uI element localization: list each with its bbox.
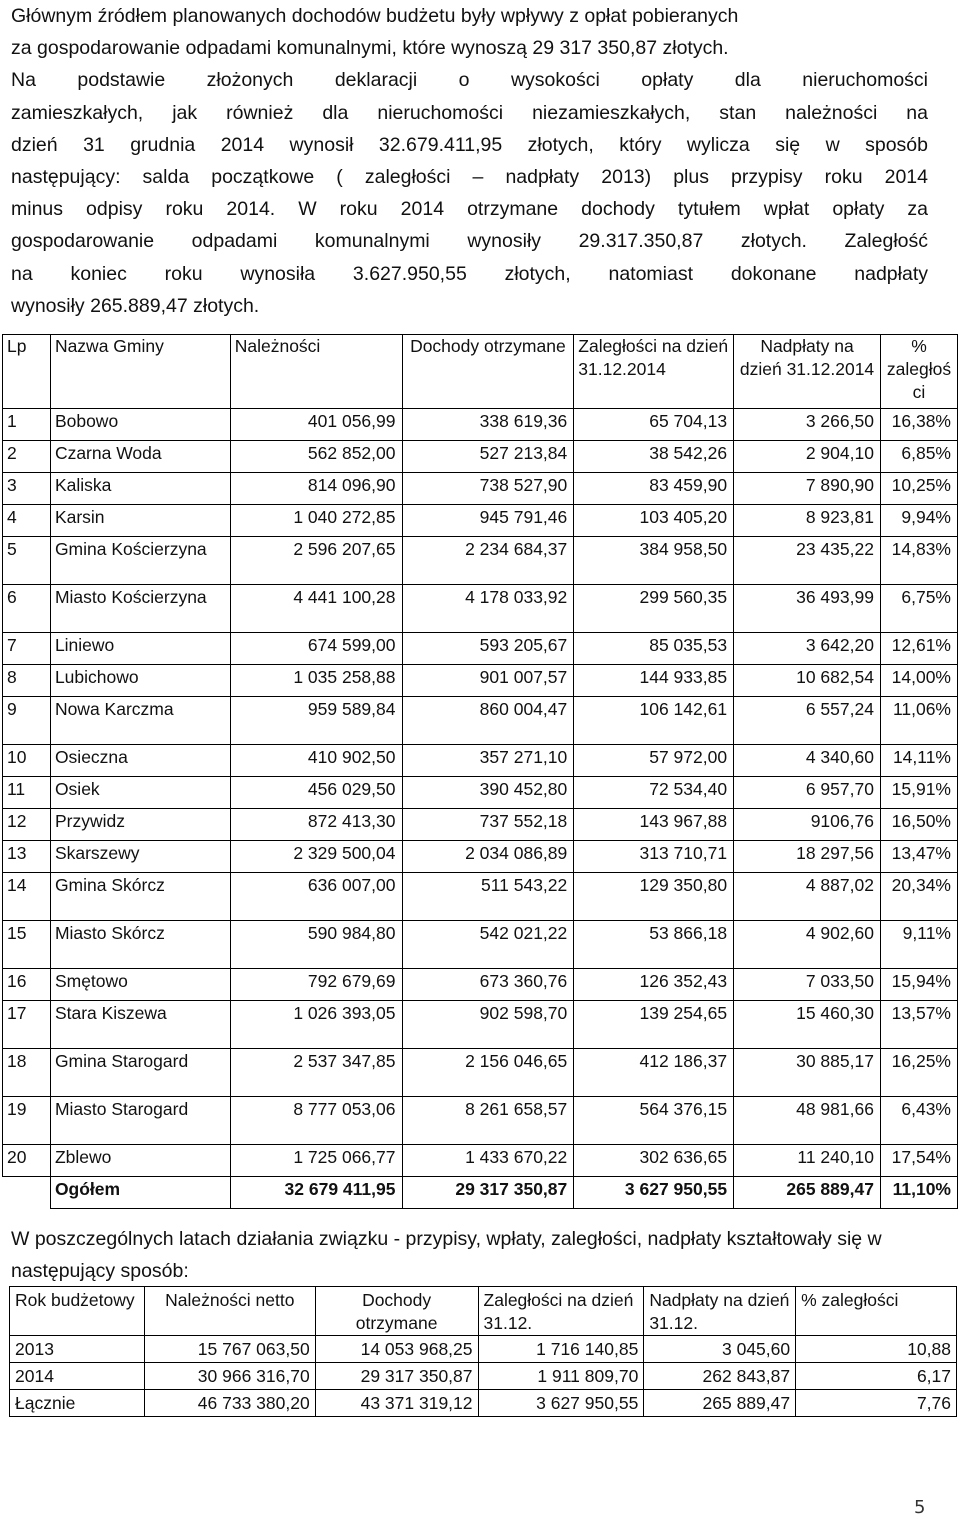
table-cell: 456 029,50 [230, 777, 402, 809]
table-cell: 6,75% [880, 585, 957, 633]
table-cell: 792 679,69 [230, 969, 402, 1001]
table-cell: 19 [3, 1097, 51, 1145]
table-cell: 738 527,90 [402, 473, 574, 505]
table-cell: 2013 [10, 1336, 145, 1363]
paragraph-line: wynosiły 265.889,47 złotych. [11, 294, 260, 317]
table-row [3, 921, 958, 969]
header-arrears-percent: % zaległości [796, 1287, 957, 1336]
table-cell: Gmina Starogard [50, 1049, 230, 1097]
table-cell: 8 [3, 665, 51, 697]
total-cell: 3 627 950,55 [574, 1177, 734, 1209]
table-cell: 46 733 380,20 [144, 1390, 315, 1417]
table-cell: Liniewo [50, 633, 230, 665]
table-cell: 737 552,18 [402, 809, 574, 841]
yearly-summary-table [9, 1286, 957, 1417]
table-cell: 6 [3, 585, 51, 633]
table-cell: Nowa Karczma [50, 697, 230, 745]
table-row [3, 1049, 958, 1097]
table-cell: 12 [3, 809, 51, 841]
table-cell: Miasto Skórcz [50, 921, 230, 969]
table-row [10, 1336, 957, 1363]
table-cell: 562 852,00 [230, 441, 402, 473]
table-row [10, 1363, 957, 1390]
table-cell: 5 [3, 537, 51, 585]
table-row [3, 1097, 958, 1145]
header-arrears: Zaległości na dzień 31.12. [478, 1287, 644, 1336]
table-cell: Osiek [50, 777, 230, 809]
table-cell: 129 350,80 [574, 873, 734, 921]
table-cell: 12,61% [880, 633, 957, 665]
table-cell: Lubichowo [50, 665, 230, 697]
table-cell: 6,85% [880, 441, 957, 473]
table-cell: 2 234 684,37 [402, 537, 574, 585]
table-cell: Kaliska [50, 473, 230, 505]
table-cell: 48 981,66 [734, 1097, 881, 1145]
table-cell: 1 725 066,77 [230, 1145, 402, 1177]
table-cell: 20 [3, 1145, 51, 1177]
table-cell: 15 767 063,50 [144, 1336, 315, 1363]
total-row [3, 1177, 958, 1209]
paragraph-line: Głównym źródłem planowanych dochodów budżetu były wpływy z opłat pobieranych [11, 5, 739, 27]
total-cell: 11,10% [880, 1177, 957, 1209]
total-cell: 265 889,47 [734, 1177, 881, 1209]
total-cell: Ogółem [50, 1177, 230, 1209]
table-cell: 2 596 207,65 [230, 537, 402, 585]
paragraph-line: za gospodarowanie odpadami komunalnymi, które wynoszą 29 317 350,87 złotych. [11, 37, 729, 60]
table-cell: 2 034 086,89 [402, 841, 574, 873]
table-cell: 3 045,60 [644, 1336, 796, 1363]
municipality-table-body [3, 409, 958, 1209]
header-overpayments: Nadpłaty na dzień 31.12.2014 [734, 335, 881, 409]
table-row [3, 473, 958, 505]
table-cell: 11 [3, 777, 51, 809]
table-cell: 265 889,47 [644, 1390, 796, 1417]
table-cell: 511 543,22 [402, 873, 574, 921]
table-cell: Bobowo [50, 409, 230, 441]
table-cell: Smętowo [50, 969, 230, 1001]
paragraph-line: na koniec roku wynosiła 3.627.950,55 złotych, natomiast dokonane nadpłaty [11, 262, 928, 285]
second-paragraph: W poszczególnych latach działania związku - przypisy, wpłaty, zaległości, nadpłaty kształtowały się w następujący sposób: [11, 1228, 882, 1282]
table-row [3, 409, 958, 441]
table-cell: 15 [3, 921, 51, 969]
table-cell: 11,06% [880, 697, 957, 745]
table-cell: 527 213,84 [402, 441, 574, 473]
header-overpayments: Nadpłaty na dzień 31.12. [644, 1287, 796, 1336]
table-cell: 38 542,26 [574, 441, 734, 473]
table-cell: 17,54% [880, 1145, 957, 1177]
table-cell: 2 329 500,04 [230, 841, 402, 873]
table-cell: 15,94% [880, 969, 957, 1001]
paragraph-line: Na podstawie złożonych deklaracji o wysokości opłaty dla nieruchomości [11, 69, 928, 92]
table-cell: 20,34% [880, 873, 957, 921]
header-name: Nazwa Gminy [50, 335, 230, 409]
table-cell: 9 [3, 697, 51, 745]
table-cell: 23 435,22 [734, 537, 881, 585]
table-cell: 814 096,90 [230, 473, 402, 505]
table-row [3, 1001, 958, 1049]
table-cell: 126 352,43 [574, 969, 734, 1001]
header-income: Dochody otrzymane [402, 335, 574, 409]
table-cell: 9106,76 [734, 809, 881, 841]
yearly-summary-body [10, 1336, 957, 1417]
table-cell: 2 904,10 [734, 441, 881, 473]
table-cell: 30 966 316,70 [144, 1363, 315, 1390]
table-cell: 16 [3, 969, 51, 1001]
table-cell: 1 035 258,88 [230, 665, 402, 697]
table-cell: 3 627 950,55 [478, 1390, 644, 1417]
header-receivables: Należności [230, 335, 402, 409]
table-cell: 959 589,84 [230, 697, 402, 745]
table-cell: 16,38% [880, 409, 957, 441]
table-cell: 14,83% [880, 537, 957, 585]
table-cell: 3 266,50 [734, 409, 881, 441]
table-cell: 1 911 809,70 [478, 1363, 644, 1390]
table-row [3, 585, 958, 633]
table-cell: Zblewo [50, 1145, 230, 1177]
table-cell: 4 [3, 505, 51, 537]
table-cell: 65 704,13 [574, 409, 734, 441]
table-cell: 7 033,50 [734, 969, 881, 1001]
header-arrears-percent: % zaległoś ci [880, 335, 957, 409]
intro-paragraph [11, 0, 928, 322]
header-income: Dochody otrzymane [315, 1287, 478, 1336]
table-cell: 72 534,40 [574, 777, 734, 809]
table-cell: 14,11% [880, 745, 957, 777]
paragraph-line: dzień 31 grudnia 2014 wynosił 32.679.411,95 złotych, który wylicza się w sposób [11, 133, 928, 156]
table-cell: 29 317 350,87 [315, 1363, 478, 1390]
table-row [3, 745, 958, 777]
table-row [3, 537, 958, 585]
table-cell: 593 205,67 [402, 633, 574, 665]
table-cell: 7 [3, 633, 51, 665]
table-cell: 6 957,70 [734, 777, 881, 809]
table-cell: 10,88 [796, 1336, 957, 1363]
table-cell: Karsin [50, 505, 230, 537]
empty-cell [3, 1177, 51, 1209]
table-cell: 945 791,46 [402, 505, 574, 537]
table-cell: 4 902,60 [734, 921, 881, 969]
table-cell: 13 [3, 841, 51, 873]
table-cell: 3 642,20 [734, 633, 881, 665]
table-cell: Osieczna [50, 745, 230, 777]
paragraph-line: gospodarowanie odpadami komunalnymi wynosiły 29.317.350,87 złotych. Zaległość [11, 230, 928, 253]
table-cell: Gmina Skórcz [50, 873, 230, 921]
table-row [3, 633, 958, 665]
table-row [3, 505, 958, 537]
table-cell: 8 777 053,06 [230, 1097, 402, 1145]
header-receivables-net: Należności netto [144, 1287, 315, 1336]
table-row [3, 873, 958, 921]
paragraph-line: zamieszkałych, jak również dla nieruchomości niezamieszkałych, stan należności na [11, 101, 928, 124]
table-cell: 106 142,61 [574, 697, 734, 745]
table-cell: 16,25% [880, 1049, 957, 1097]
table-cell: 357 271,10 [402, 745, 574, 777]
table-cell: 30 885,17 [734, 1049, 881, 1097]
table-cell: 18 [3, 1049, 51, 1097]
total-cell: 32 679 411,95 [230, 1177, 402, 1209]
table-cell: 2 [3, 441, 51, 473]
table-cell: 590 984,80 [230, 921, 402, 969]
table-cell: 14 [3, 873, 51, 921]
table-cell: 2 156 046,65 [402, 1049, 574, 1097]
table-row [3, 969, 958, 1001]
table-cell: 57 972,00 [574, 745, 734, 777]
table-cell: 564 376,15 [574, 1097, 734, 1145]
table-cell: 143 967,88 [574, 809, 734, 841]
table-cell: 4 340,60 [734, 745, 881, 777]
table-cell: 8 261 658,57 [402, 1097, 574, 1145]
header-year: Rok budżetowy [10, 1287, 145, 1336]
table-row [3, 1145, 958, 1177]
table-cell: 401 056,99 [230, 409, 402, 441]
table-row [3, 697, 958, 745]
table-cell: 338 619,36 [402, 409, 574, 441]
table-cell: 4 178 033,92 [402, 585, 574, 633]
paragraph-line: następujący: salda początkowe ( zaległości – nadpłaty 2013) plus przypisy roku 2014 [11, 165, 928, 188]
table-cell: 674 599,00 [230, 633, 402, 665]
table-cell: 1 [3, 409, 51, 441]
table-cell: 15,91% [880, 777, 957, 809]
table-row [3, 665, 958, 697]
table-cell: 10,25% [880, 473, 957, 505]
table-cell: 14 053 968,25 [315, 1336, 478, 1363]
table-cell: Miasto Kościerzyna [50, 585, 230, 633]
table-cell: 36 493,99 [734, 585, 881, 633]
table-cell: 4 441 100,28 [230, 585, 402, 633]
table-cell: 313 710,71 [574, 841, 734, 873]
table-cell: Gmina Kościerzyna [50, 537, 230, 585]
table-cell: 6,43% [880, 1097, 957, 1145]
table-cell: 15 460,30 [734, 1001, 881, 1049]
table-cell: 1 716 140,85 [478, 1336, 644, 1363]
table-cell: 9,11% [880, 921, 957, 969]
table-cell: 872 413,30 [230, 809, 402, 841]
table-cell: 83 459,90 [574, 473, 734, 505]
table-cell: 901 007,57 [402, 665, 574, 697]
table-cell: 302 636,65 [574, 1145, 734, 1177]
table-cell: 16,50% [880, 809, 957, 841]
table-cell: 2 537 347,85 [230, 1049, 402, 1097]
table-cell: 8 923,81 [734, 505, 881, 537]
table-cell: Skarszewy [50, 841, 230, 873]
table-cell: 17 [3, 1001, 51, 1049]
table-row [3, 809, 958, 841]
table-cell: 299 560,35 [574, 585, 734, 633]
header-lp: Lp [3, 335, 51, 409]
table-row [10, 1390, 957, 1417]
table-cell: 144 933,85 [574, 665, 734, 697]
table-cell: 9,94% [880, 505, 957, 537]
paragraph-line: minus odpisy roku 2014. W roku 2014 otrzymane dochody tytułem wpłat opłaty za [11, 198, 928, 221]
table-cell: Łącznie [10, 1390, 145, 1417]
table-cell: 1 026 393,05 [230, 1001, 402, 1049]
table-cell: 412 186,37 [574, 1049, 734, 1097]
table-row [3, 841, 958, 873]
table-row [3, 777, 958, 809]
table-cell: 11 240,10 [734, 1145, 881, 1177]
header-arrears: Zaległości na dzień 31.12.2014 [574, 335, 734, 409]
table-cell: 10 [3, 745, 51, 777]
table-cell: 43 371 319,12 [315, 1390, 478, 1417]
table-cell: Miasto Starogard [50, 1097, 230, 1145]
table-cell: 262 843,87 [644, 1363, 796, 1390]
table-cell: Czarna Woda [50, 441, 230, 473]
table-cell: 636 007,00 [230, 873, 402, 921]
municipality-table [2, 334, 958, 1209]
table-cell: 103 405,20 [574, 505, 734, 537]
table-cell: 53 866,18 [574, 921, 734, 969]
table-cell: 542 021,22 [402, 921, 574, 969]
table-cell: 410 902,50 [230, 745, 402, 777]
table-row [3, 441, 958, 473]
table-cell: 10 682,54 [734, 665, 881, 697]
table-cell: Stara Kiszewa [50, 1001, 230, 1049]
table-cell: 902 598,70 [402, 1001, 574, 1049]
table-cell: 7 890,90 [734, 473, 881, 505]
table-cell: 4 887,02 [734, 873, 881, 921]
table-cell: 2014 [10, 1363, 145, 1390]
total-cell: 29 317 350,87 [402, 1177, 574, 1209]
table-cell: 1 040 272,85 [230, 505, 402, 537]
table-cell: 13,47% [880, 841, 957, 873]
table-cell: 384 958,50 [574, 537, 734, 585]
table-cell: 673 360,76 [402, 969, 574, 1001]
table-cell: 18 297,56 [734, 841, 881, 873]
table-cell: 13,57% [880, 1001, 957, 1049]
table-cell: 85 035,53 [574, 633, 734, 665]
page-number: 5 [914, 1497, 926, 1518]
table-cell: 7,76 [796, 1390, 957, 1417]
table-cell: 390 452,80 [402, 777, 574, 809]
table-cell: 6 557,24 [734, 697, 881, 745]
table-cell: 3 [3, 473, 51, 505]
table-cell: 860 004,47 [402, 697, 574, 745]
table-cell: Przywidz [50, 809, 230, 841]
table-cell: 1 433 670,22 [402, 1145, 574, 1177]
table-cell: 6,17 [796, 1363, 957, 1390]
table-cell: 139 254,65 [574, 1001, 734, 1049]
table-cell: 14,00% [880, 665, 957, 697]
